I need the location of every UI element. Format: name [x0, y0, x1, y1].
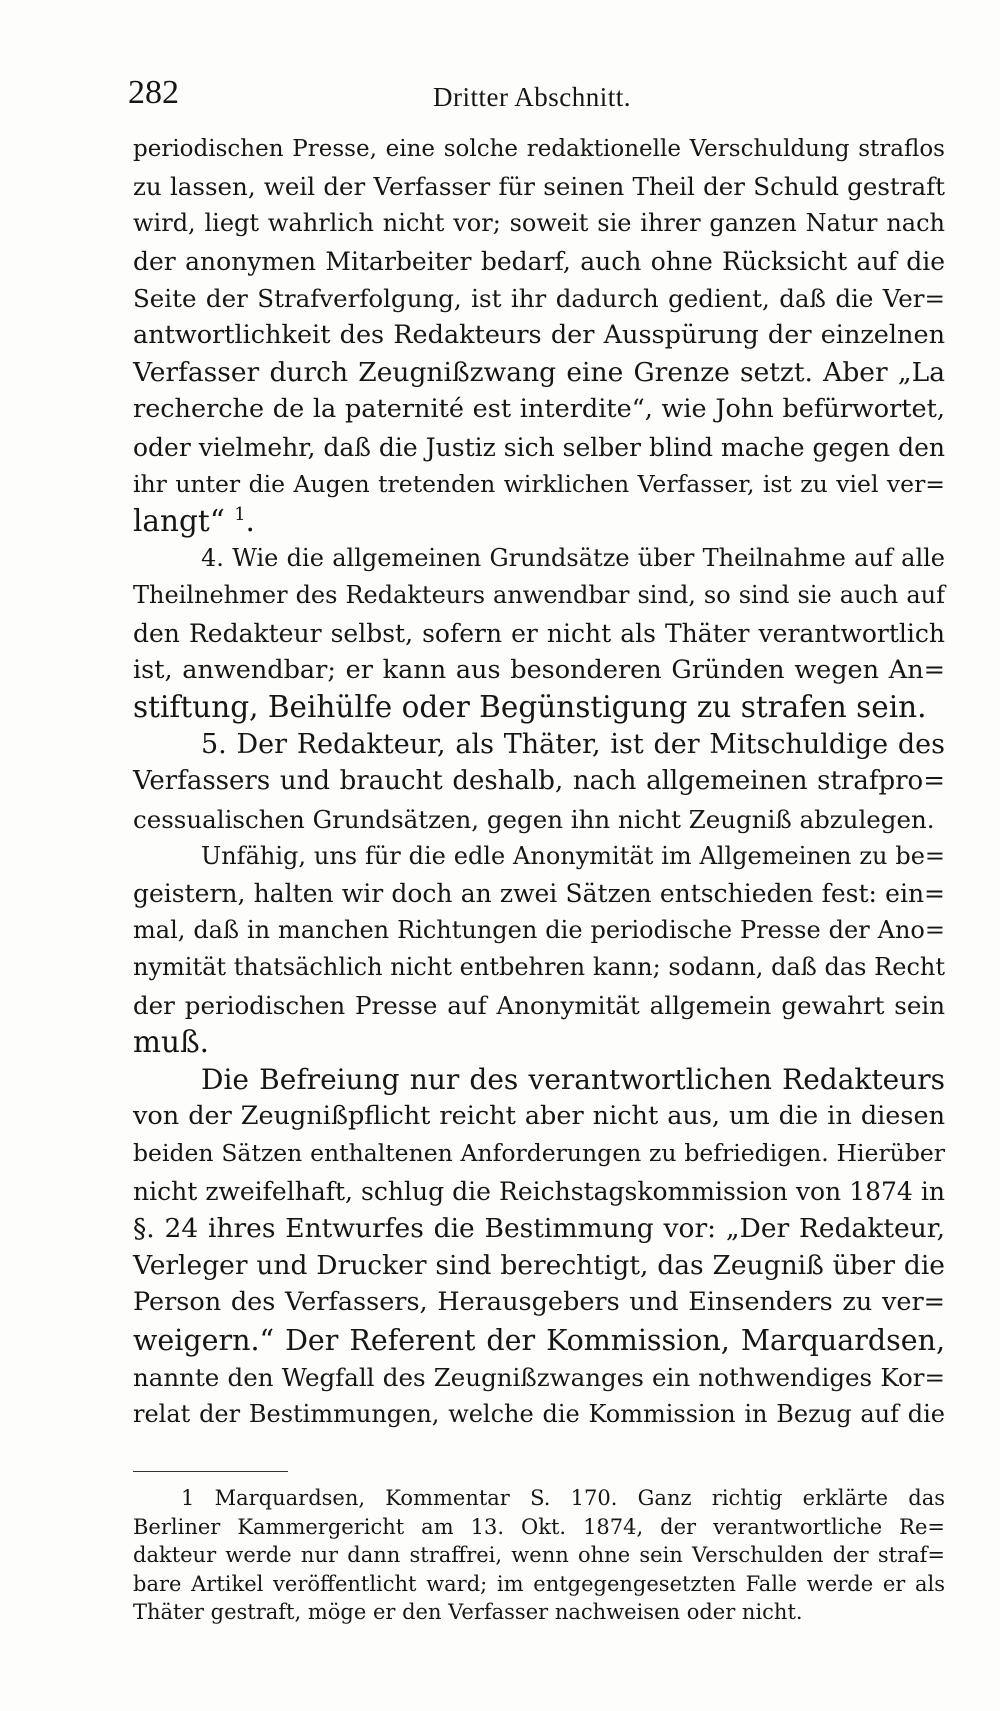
text-line: Person des Verfassers, Herausgebers und Einsenders zu ver= — [133, 1287, 945, 1318]
text-line: langt“ $^1$. — [133, 504, 255, 539]
text-line: 4. Wie die allgemeinen Grundsätze über Theilnahme auf alle — [201, 544, 945, 573]
text-line: stiftung, Beihülfe oder Begünstigung zu strafen sein. — [133, 690, 927, 725]
text-line: Verfassers und braucht deshalb, nach allgemeinen strafpro= — [133, 766, 945, 797]
text-line: weigern.“ Der Referent der Kommission, Marquardsen, — [133, 1323, 945, 1357]
text-line: Verfasser durch Zeugnißzwang eine Grenze setzt. Aber „La — [133, 357, 945, 389]
text-line: periodischen Presse, eine solche redaktionelle Verschuldung straflos — [133, 136, 945, 162]
text-line: Seite der Strafverfolgung, ist ihr dadurch gedient, daß die Ver= — [133, 283, 945, 313]
text-line: cessualischen Grundsätzen, gegen ihn nicht Zeugniß abzulegen. — [133, 804, 935, 834]
text-line: zu lassen, weil der Verfasser für seinen Theil der Schuld gestraft — [133, 172, 945, 202]
footnote-text: Marquardsen, Kommentar S. 170. Ganz richtig erklärte das — [214, 1486, 945, 1510]
running-head: Dritter Abschnitt. — [433, 82, 631, 112]
footnotes — [133, 1484, 945, 1627]
text-line: oder vielmehr, daß die Justiz sich selber blind mache gegen den — [133, 432, 945, 462]
footnote-line: bare Artikel veröffentlicht ward; im entgegengesetzten Falle werde er als — [133, 1571, 945, 1596]
footnote-line: Thäter gestraft, möge er den Verfasser nachweisen oder nicht. — [133, 1600, 803, 1624]
footnote-line — [133, 1484, 945, 1513]
text-line: der periodischen Presse auf Anonymität allgemein gewahrt sein — [133, 990, 945, 1020]
text-line: §. 24 ihres Entwurfes die Bestimmung vor: „Der Redakteur, — [133, 1212, 945, 1244]
text-line: der anonymen Mitarbeiter bedarf, auch ohne Rücksicht auf die — [133, 246, 945, 276]
footnote-line: Berliner Kammergericht am 13. Okt. 1874, der verantwortliche Re= — [133, 1514, 945, 1539]
text-line-content: langt“ — [133, 504, 225, 539]
footnote-line: dakteur werde nur dann straffrei, wenn ohne sein Verschulden der straf= — [133, 1543, 945, 1567]
text-line: ist, anwendbar; er kann aus besonderen Gründen wegen An= — [133, 654, 945, 685]
text-line: Theilnehmer des Redakteurs anwendbar sind, so sind sie auch auf — [133, 581, 945, 610]
text-line: nannte den Wegfall des Zeugnißzwanges ein nothwendiges Kor= — [133, 1362, 945, 1392]
text-line: antwortlichkeit des Redakteurs der Ausspürung der einzelnen — [133, 320, 945, 351]
text-line: ihr unter die Augen tretenden wirklichen Verfasser, ist zu viel ver= — [133, 469, 945, 498]
text-line: Unfähig, uns für die edle Anonymität im Allgemeinen zu be= — [201, 841, 945, 870]
text-line: geistern, halten wir doch an zwei Sätzen entschieden fest: ein= — [133, 879, 945, 909]
body-text — [133, 131, 945, 1433]
text-line: nymität thatsächlich nicht entbehren kann; sodann, daß das Recht — [133, 953, 945, 982]
text-line: relat der Bestimmungen, welche die Kommission in Bezug auf die — [133, 1399, 945, 1428]
text-line: beiden Sätzen enthaltenen Anforderungen zu befriedigen. Hierüber — [133, 1139, 945, 1168]
text-line: von der Zeugnißpflicht reicht aber nicht aus, um die in diesen — [133, 1101, 945, 1132]
text-line: Verleger und Drucker sind berechtigt, das Zeugniß über die — [133, 1250, 945, 1282]
text-line: 5. Der Redakteur, als Thäter, ist der Mitschuldige des — [201, 729, 945, 761]
text-line: Die Befreiung nur des verantwortlichen Redakteurs — [201, 1063, 945, 1097]
text-line: muß. — [133, 1024, 210, 1059]
text-line: nicht zweifelhaft, schlug die Reichstagskommission von 1874 in — [133, 1176, 945, 1206]
text-line: den Redakteur selbst, sofern er nicht als Thäter verantwortlich — [133, 618, 945, 648]
text-line: mal, daß in manchen Richtungen die periodische Presse der Ano= — [133, 916, 945, 945]
footnote-reference: 1 — [234, 505, 246, 526]
text-line: recherche de la paternité est interdite“, wie John befürwortet, — [133, 394, 945, 425]
footnote-marker: 1 — [181, 1486, 195, 1510]
page-number: 282 — [128, 74, 179, 111]
footnote-rule — [133, 1471, 288, 1472]
text-line: wird, liegt wahrlich nicht vor; soweit sie ihrer ganzen Natur nach — [133, 209, 945, 238]
page-header — [128, 74, 940, 124]
